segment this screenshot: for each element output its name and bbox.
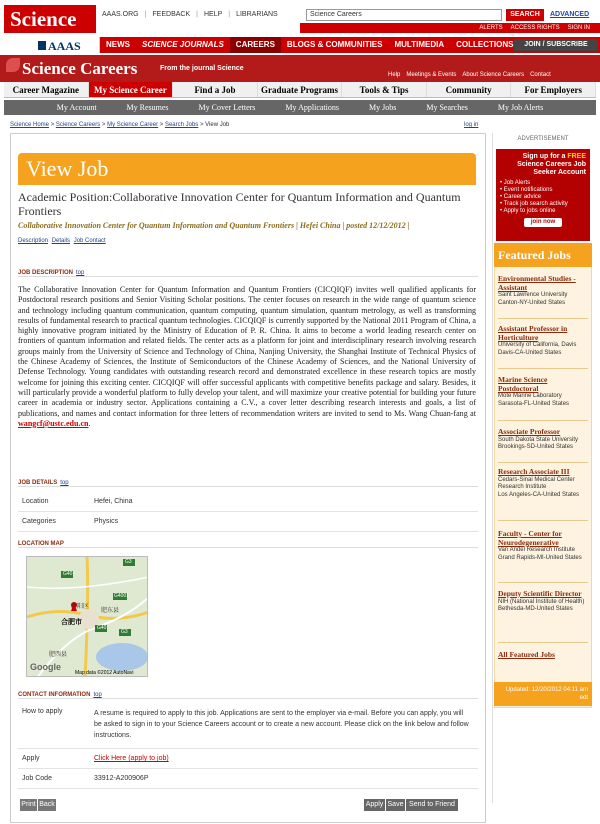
location-map[interactable]	[26, 556, 148, 677]
featured-job-location: Brookings-SD-United States	[498, 444, 574, 450]
detail-key: Location	[22, 498, 49, 505]
divider	[498, 582, 588, 583]
nav-blogs-communities[interactable]: BLOGS & COMMUNITIES	[286, 40, 383, 49]
section-job-description	[18, 270, 478, 277]
anchor-job-contact[interactable]: Job Contact	[73, 238, 106, 244]
ad-headline-text: Science Careers Job Seeker Account	[517, 161, 586, 176]
featured-job-employer: Mote Marine Laboratory	[498, 393, 562, 399]
banner-link-about[interactable]: About Science Careers	[462, 72, 525, 78]
banner-link-help[interactable]: Help	[388, 72, 401, 78]
all-featured-jobs-link[interactable]: All Featured Jobs	[498, 650, 555, 659]
ad-list	[500, 180, 586, 215]
breadcrumb: Science Home > Science Careers > My Science Career > Search Jobs > View Job	[10, 122, 230, 128]
featured-job-title[interactable]: Marine Science Postdoctoral	[498, 375, 548, 393]
subnav-my-cover-letters[interactable]: My Cover Letters	[198, 103, 256, 112]
nav-news[interactable]: NEWS	[106, 40, 130, 49]
tab-community[interactable]: Community	[427, 82, 512, 97]
breadcrumb-science-careers[interactable]: Science Careers	[55, 122, 101, 128]
sign-in-link[interactable]: SIGN IN	[567, 25, 590, 31]
join-now-button[interactable]: join now	[524, 218, 562, 227]
save-button[interactable]: Save	[386, 799, 405, 811]
map-label: 肥东县	[101, 608, 120, 614]
account-links	[300, 23, 600, 33]
featured-job-employer: NIH (National Institute of Health)	[498, 598, 585, 605]
table-row	[18, 705, 478, 749]
banner-link-contact[interactable]: Contact	[530, 72, 551, 78]
job-details-table	[18, 492, 478, 532]
job-seeker-ad[interactable]	[496, 149, 590, 241]
table-row	[18, 749, 478, 769]
nav-careers[interactable]: CAREERS	[230, 37, 281, 53]
featured-job-employer: Van Andel Research Institute	[498, 547, 575, 553]
banner-links	[388, 72, 551, 78]
contact-value: A resume is required to apply to this job. Applications are sent to the employer via e-mail. Before you can apply, you will be asked to sign in to your Science Careers account or to create a new account. Please click on the link below and follow instructions.	[94, 710, 469, 739]
featured-job-location: Sarasota-FL-United States	[498, 400, 570, 407]
aaas-logo[interactable]: AAAS	[48, 39, 81, 53]
subnav-my-jobs[interactable]: My Jobs	[368, 103, 397, 112]
apply-link[interactable]: Click Here (apply to job)	[94, 755, 169, 762]
section-contact-info	[18, 692, 478, 699]
career-tabs	[4, 82, 596, 98]
subnav-my-applications[interactable]: My Applications	[285, 103, 339, 112]
back-button[interactable]: Back	[38, 799, 56, 811]
featured-job-title[interactable]: Associate Professor	[498, 427, 561, 436]
section-anchors	[18, 238, 108, 244]
search-button[interactable]: SEARCH	[506, 9, 544, 21]
featured-job	[498, 468, 588, 499]
map-label: G40	[97, 625, 107, 631]
featured-job-title[interactable]: Faculty - Center for Neurodegenerative	[498, 529, 562, 547]
search-input[interactable]: Science Careers	[306, 9, 502, 21]
banner-link-meetings[interactable]: Meetings & Events	[406, 72, 457, 78]
ad-headline	[500, 153, 586, 177]
map-label: 庐阳区	[71, 604, 90, 610]
anchor-description[interactable]: Description	[18, 238, 49, 244]
contact-key: Job Code	[22, 775, 52, 782]
top-link-librarians[interactable]: LIBRARIANS	[236, 11, 278, 18]
subnav-my-job-alerts[interactable]: My Job Alerts	[497, 103, 544, 112]
table-row	[18, 769, 478, 789]
advanced-search-link[interactable]: ADVANCED	[550, 11, 590, 18]
tab-for-employers[interactable]: For Employers	[511, 82, 596, 97]
breadcrumb-my-science-career[interactable]: My Science Career	[107, 122, 159, 128]
separator: |	[228, 11, 231, 18]
map-city-label: 合肥市	[61, 619, 82, 626]
aaas-flag-icon	[38, 41, 46, 50]
divider	[498, 520, 588, 521]
job-title: Academic Position:Collaborative Innovation Center for Quantum Information and Quantum Frontiers	[18, 190, 461, 218]
map-label: G3	[125, 559, 132, 565]
top-link[interactable]: top	[76, 270, 85, 276]
featured-job-employer: South Dakota State University	[498, 436, 579, 443]
top-link-feedback[interactable]: FEEDBACK	[152, 11, 191, 18]
section-heading: LOCATION MAP	[18, 541, 64, 547]
top-link[interactable]: top	[93, 692, 102, 698]
tab-find-a-job[interactable]: Find a Job	[173, 82, 258, 97]
detail-key: Categories	[22, 518, 56, 525]
ad-item: • Career advice	[500, 194, 586, 201]
updated-text: Updated: 12/20/2012 04:11 am	[505, 687, 588, 693]
updated-tz: edt	[579, 695, 588, 701]
section-heading: JOB DETAILS	[18, 480, 58, 486]
nav-multimedia[interactable]: MULTIMEDIA	[394, 40, 445, 49]
subnav-my-searches[interactable]: My Searches	[426, 103, 468, 112]
section-heading: CONTACT INFORMATION	[18, 692, 91, 698]
featured-job	[498, 530, 588, 562]
nav-science-journals[interactable]: SCIENCE JOURNALS	[142, 40, 224, 49]
top-links	[102, 11, 278, 18]
top-link-help[interactable]: HELP	[203, 11, 223, 18]
featured-job-employer: Cedars-Sinai Medical Center Research Institute	[498, 476, 575, 490]
featured-job	[498, 590, 588, 614]
ad-headline-text: Sign up for a	[522, 153, 568, 160]
divider	[498, 420, 588, 421]
contact-value: 33912-A200906P	[94, 775, 149, 782]
ad-item: • Apply to jobs online	[500, 208, 586, 215]
send-to-friend-button[interactable]: Send to Friend	[406, 799, 458, 811]
detail-value: Physics	[94, 518, 119, 525]
print-button[interactable]: Print	[20, 799, 37, 811]
employer-line: Collaborative Innovation Center for Quantum Information and Quantum Frontiers | Hefei China | posted 12/12/2012 |	[18, 221, 410, 230]
subnav-my-account[interactable]: My Account	[56, 103, 97, 112]
breadcrumb-science-home[interactable]: Science Home	[10, 122, 50, 128]
leaf-icon	[6, 58, 20, 72]
featured-job-location: Canton-NY-United States	[498, 299, 566, 306]
divider	[498, 642, 588, 643]
ad-item: • Job Alerts	[500, 180, 586, 187]
featured-job-employer: University of California, Davis	[498, 342, 577, 348]
science-logo[interactable]: Science	[4, 5, 96, 33]
table-row	[18, 512, 478, 532]
map-label: G40	[63, 571, 73, 577]
breadcrumb-current: View Job	[205, 122, 230, 128]
table-row	[18, 492, 478, 512]
featured-job	[498, 325, 588, 357]
contact-key: How to apply	[22, 708, 63, 715]
map-label: 肥西县	[49, 652, 68, 658]
anchor-details[interactable]: Details	[51, 238, 71, 244]
join-subscribe-button[interactable]: JOIN / SUBSCRIBE	[514, 39, 598, 51]
top-link[interactable]: top	[60, 480, 69, 486]
featured-job-employer: Saint Lawrence University	[498, 292, 568, 298]
top-link-aaas[interactable]: AAAS.ORG	[102, 11, 139, 18]
section-heading: JOB DESCRIPTION	[18, 270, 74, 276]
tab-graduate-programs[interactable]: Graduate Programs	[258, 82, 343, 97]
sub-nav	[4, 100, 596, 115]
featured-job-location: Davis-CA-United States	[498, 349, 562, 356]
contact-key: Apply	[22, 755, 40, 762]
divider	[498, 318, 588, 319]
page-title: View Job	[18, 153, 476, 185]
separator: |	[196, 11, 198, 18]
tab-tools-tips[interactable]: Tools & Tips	[342, 82, 427, 97]
featured-job-title[interactable]: Assistant Professor in Horticulture	[498, 324, 568, 342]
map-credit: Map data ©2012 AutoNavi	[75, 670, 134, 676]
featured-job-location: Los Angeles-CA-United States	[498, 491, 580, 498]
ad-label: ADVERTISEMENT	[517, 136, 569, 142]
featured-jobs-title: Featured Jobs	[494, 243, 592, 267]
subnav-my-resumes[interactable]: My Resumes	[126, 103, 169, 112]
section-location-map	[18, 541, 478, 548]
nav-collections[interactable]: COLLECTIONS	[456, 40, 514, 49]
map-graphic	[27, 557, 148, 677]
job-description	[18, 285, 476, 429]
science-careers-title[interactable]: Science Careers	[22, 59, 138, 78]
ad-item: • Event notifications	[500, 187, 586, 194]
science-careers-subtitle: From the journal Science	[160, 65, 244, 72]
featured-job-location: Grand Rapids-MI-United States	[498, 554, 582, 561]
updated-stamp	[494, 682, 592, 706]
featured-job	[498, 376, 588, 408]
detail-value: Hefei, China	[94, 498, 133, 505]
map-label: G4001	[114, 593, 130, 599]
separator: |	[144, 11, 147, 18]
featured-job	[498, 275, 588, 307]
featured-job-title[interactable]: Environmental Studies - Assistant	[498, 274, 576, 292]
featured-job-title[interactable]: Deputy Scientific Director	[498, 589, 582, 598]
access-rights-link[interactable]: ACCESS RIGHTS	[510, 25, 560, 31]
section-job-details	[18, 480, 478, 487]
contact-table	[18, 705, 478, 789]
login-link[interactable]: log in	[464, 122, 479, 128]
map-label: G3	[121, 629, 128, 635]
tab-career-magazine[interactable]: Career Magazine	[4, 82, 89, 97]
featured-job-title[interactable]: Research Associate III	[498, 467, 570, 476]
featured-job-location: Bethesda-MD-United States	[498, 606, 573, 612]
description-text: The Collaborative Innovation Center for Quantum Information and Quantum Frontiers (CICQIQF) invites well qualified applicants for Postdoctoral research positions and Senior Visiting Scholar positions. The center focuses on research in the wide range of quantum science and technology including quantum communication, quantum computing, quantum simulation, quantum metrology, as well as transforming results of fundamental research to practical quantum technologies. CICQIQF is currently supported by the National 2011 Program of China, a highly innovative program initiated by the Ministry of Education of P. R. China. It aims to become a world leading research center on frontiers of quantum information and related fields. The center acts as a platform for joint and interdisciplinary research involving research groups mainly from the University of Science and Technology of China, Nanjing University, the Shanghai Institute of Technical Physics of the Chinese Academy of Sciences, the Institute of Semiconductors of the Chinese Academy of Sciences, and the National University of Defense Technology. Young candidates with outstanding research record and demonstrated excellence in these research topics are mostly welcome for joining this exciting center. CICQIQF will offer successful applicants with competitive benefits package and salary. Besides, it will particularly provide a wonderful platform to fully develop your talent, and will maximize your creative potential for building your future career in academia or industry sector. Applications containing a C.V., a cover letter describing research interests and goals, a list of publications, and names and contact information for three letters of recommendation writers are invited to send to Ms. Wang Chuan-fang at	[18, 285, 476, 418]
divider	[498, 462, 588, 463]
ad-item: • Track job search activity	[500, 201, 586, 208]
google-logo: Google	[30, 662, 61, 672]
alerts-link[interactable]: ALERTS	[479, 25, 503, 31]
apply-button[interactable]: Apply	[364, 799, 385, 811]
featured-job	[498, 428, 588, 452]
divider	[498, 368, 588, 369]
tab-my-science-career[interactable]: My Science Career	[89, 82, 174, 97]
breadcrumb-search-jobs[interactable]: Search Jobs	[164, 122, 199, 128]
ad-headline-free: FREE	[567, 153, 586, 160]
description-tail: .	[88, 418, 91, 428]
email-link[interactable]: wangcf@ustc.edu.cn	[18, 418, 89, 428]
